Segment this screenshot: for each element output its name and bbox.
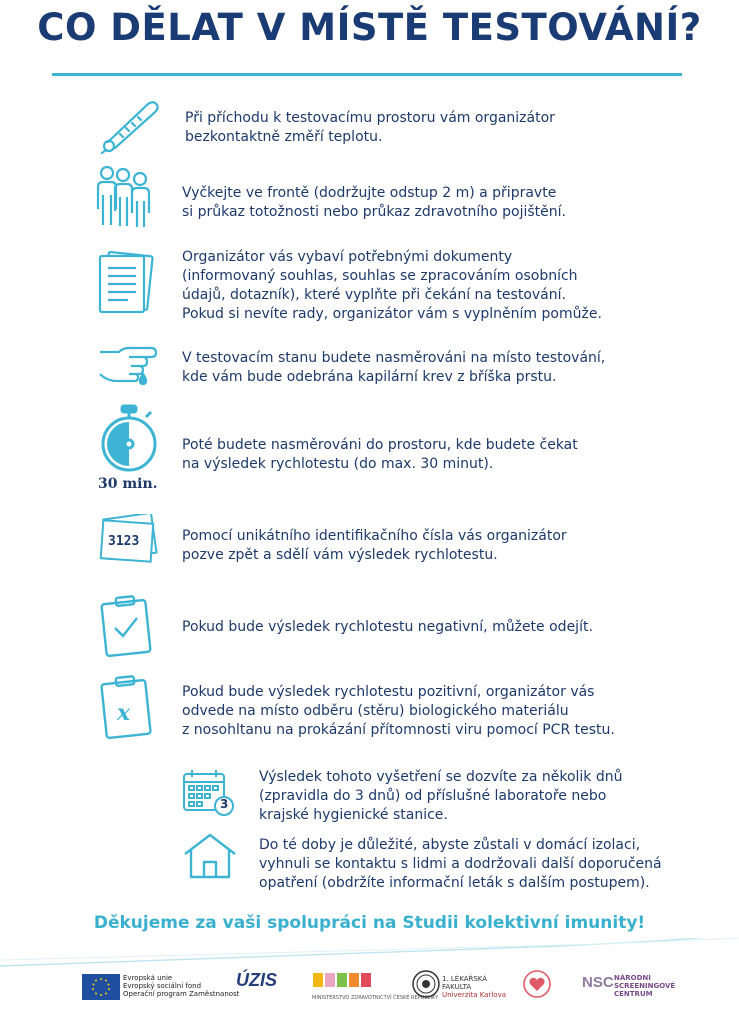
step-text: Pokud bude výsledek rychlotestu negativní, můžete odejít. [182, 619, 593, 635]
thanks-message: Děkujeme za vaši spolupráci na Studii kolektivní imunity! [93, 913, 646, 933]
documents-icon [96, 250, 158, 316]
calendar-days-label: 3 [220, 797, 229, 811]
step-text: Při příchodu k testovacímu prostoru vám organizátor bezkontaktně změří teplotu. [185, 110, 555, 145]
step-text: Pokud bude výsledek rychlotestu pozitivní, organizátor vás odvede na místo odběru (stěru) biologického materiálu z nosohltanu na prokázání přítomnosti viru pomocí PCR testu. [182, 684, 615, 738]
ministry-health-caption: MINISTERSTVO ZDRAVOTNICTVÍ ČESKÉ REPUBLIKY [312, 995, 439, 1001]
clipboard-x-icon [100, 674, 156, 742]
step-text: Organizátor vás vybaví potřebnými dokumenty (informovaný souhlas, souhlas se zpracováním osobních údajů, dotazník), které vyplňte při čekání na testování. Pokud si nevíte rady, organizátor vám s vyplněním pomůže. [182, 249, 602, 322]
step-text: Do té doby je důležité, abyste zůstali v domácí izolaci, vyhnuli se kontaktu s lidmi a dodržovali další doporučená opatření (obdržíte informační leták s dalším postupem). [259, 837, 662, 891]
uzis-logo: ÚZIS [236, 970, 278, 990]
stopwatch-label: 30 min. [98, 476, 158, 492]
clipboard-check-icon [100, 594, 156, 658]
nsc-caption: NÁRODNÍ SCREENINGOVÉ CENTRUM [614, 974, 676, 998]
page-title: CO DĚLAT V MÍSTĚ TESTOVÁNÍ? [37, 6, 702, 49]
thermometer-icon [98, 98, 162, 154]
medical-seal-logo [523, 969, 551, 999]
faculty-caption: 1. LÉKAŘSKÁ FAKULTA Univerzita Karlova [442, 975, 507, 999]
step-text: V testovacím stanu budete nasměrováni na místo testování, kde vám bude odebrána kapilární krev z bříška prstu. [182, 350, 606, 385]
step-text: Vyčkejte ve frontě (dodržujte odstup 2 m) a připravte si průkaz totožnosti nebo průkaz zdravotního pojištění. [182, 185, 566, 220]
step-text: Výsledek tohoto vyšetření se dozvíte za několik dnů (zpravidla do 3 dnů) od příslušné laboratoře nebo krajské hygienické stanice. [259, 769, 623, 823]
step-text: Poté budete nasměrováni do prostoru, kde budete čekat na výsledek rychlotestu (do max. 30 minut). [182, 437, 578, 472]
decorative-wave [0, 938, 739, 968]
id-number-label: 3123 [108, 534, 140, 549]
title-divider [52, 73, 682, 76]
queue-people-icon [95, 163, 157, 229]
step-text: Pomocí unikátního identifikačního čísla vás organizátor pozve zpět a sdělí vám výsledek rychlotestu. [182, 528, 567, 563]
house-icon [182, 832, 238, 880]
svg-text:x: x [117, 700, 131, 726]
stopwatch-icon [98, 404, 160, 474]
finger-blood-icon [97, 344, 159, 386]
eu-caption: Evropská unie Evropský sociální fond Operační program Zaměstnanost [123, 974, 240, 998]
faculty-seal-logo [412, 970, 440, 998]
eu-flag-logo [82, 974, 120, 1000]
ministry-health-logo [312, 970, 374, 992]
nsc-logo: NSC [582, 974, 614, 991]
